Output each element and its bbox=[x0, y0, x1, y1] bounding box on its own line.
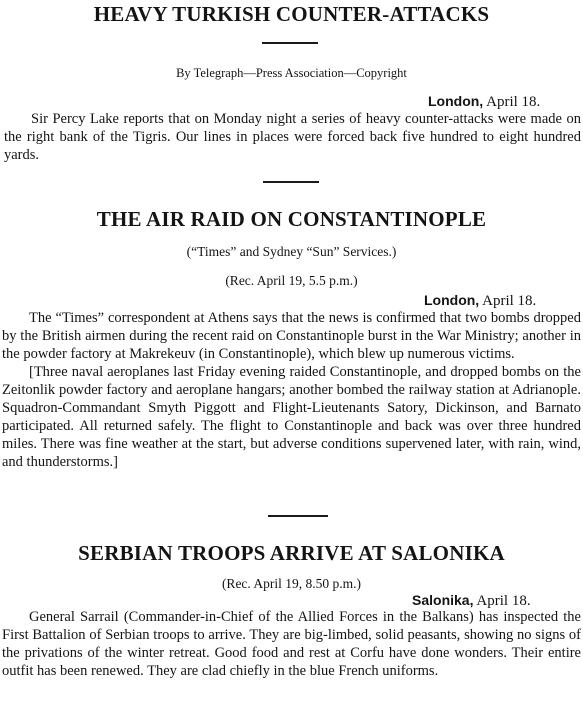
article2-dateline-place: London, bbox=[424, 292, 480, 308]
article1-title-rule bbox=[262, 42, 318, 44]
article1-headline: HEAVY TURKISH COUNTER-ATTACKS bbox=[93, 2, 490, 26]
article1-byline: By Telegraph—Press Association—Copyright bbox=[176, 66, 407, 80]
article1-dateline bbox=[428, 93, 540, 111]
article3-headline: SERBIAN TROOPS ARRIVE AT SALONIKA bbox=[78, 541, 505, 565]
article1-paragraph: Sir Percy Lake reports that on Monday night a series of heavy counter-attacks were made on the right bank of the Tigris. Our lines in places were forced back five hundred to eight hundred yards. bbox=[4, 111, 581, 163]
article3-body bbox=[2, 608, 581, 680]
article2-headline: THE AIR RAID ON CONSTANTINOPLE bbox=[96, 207, 487, 231]
article1-dateline-date: April 18. bbox=[486, 94, 541, 110]
article2-end-rule bbox=[268, 515, 328, 517]
article1-end-rule bbox=[263, 181, 319, 183]
article3-dateline-place: Salonika, bbox=[412, 592, 474, 608]
article2-received: (Rec. April 19, 5.5 p.m.) bbox=[225, 273, 358, 288]
article2-services: (“Times” and Sydney “Sun” Services.) bbox=[186, 244, 397, 259]
article3-received: (Rec. April 19, 8.50 p.m.) bbox=[221, 576, 362, 591]
article1-body bbox=[4, 110, 581, 164]
article2-dateline bbox=[424, 292, 536, 310]
article1-dateline-place: London, bbox=[428, 93, 484, 109]
article3-paragraph: General Sarrail (Commander-in-Chief of the Allied Forces in the Balkans) has inspected the First Battalion of Serbian troops to arrive. They are big-limbed, solid peasants, showing no signs of the privations of the winter retreat. Good food and rest at Corfu have done wonders. Their entire outfit has been renewed. They are clad chiefly in the blue French uniforms. bbox=[2, 609, 581, 679]
article3-dateline-date: April 18. bbox=[476, 593, 531, 609]
article2-paragraph-2: [Three naval aeroplanes last Friday evening raided Constantinople, and dropped bombs on the Zeitonlik powder factory and aeroplane hangars; another bombed the railway station at Adrianople. Squadron-Commandant Smyth Piggott and Flight-Lieutenants Satory, Dickinson, and Barnato participated. All returned safely. The flight to Constantinople and back was over three hundred miles. There was fine weather at the start, but adverse conditions supervened later, with rain, wind, and thunderstorms.] bbox=[2, 364, 581, 470]
article2-dateline-date: April 18. bbox=[482, 293, 537, 309]
article2-paragraph-1: The “Times” correspondent at Athens says that the news is confirmed that two bombs dropped by the British airmen during the recent raid on Constantinople burst in the War Ministry; another in the powder factory at Makrekeuv (in Constantinople), which blew up numerous victims. bbox=[2, 310, 581, 362]
article2-body bbox=[2, 309, 581, 471]
